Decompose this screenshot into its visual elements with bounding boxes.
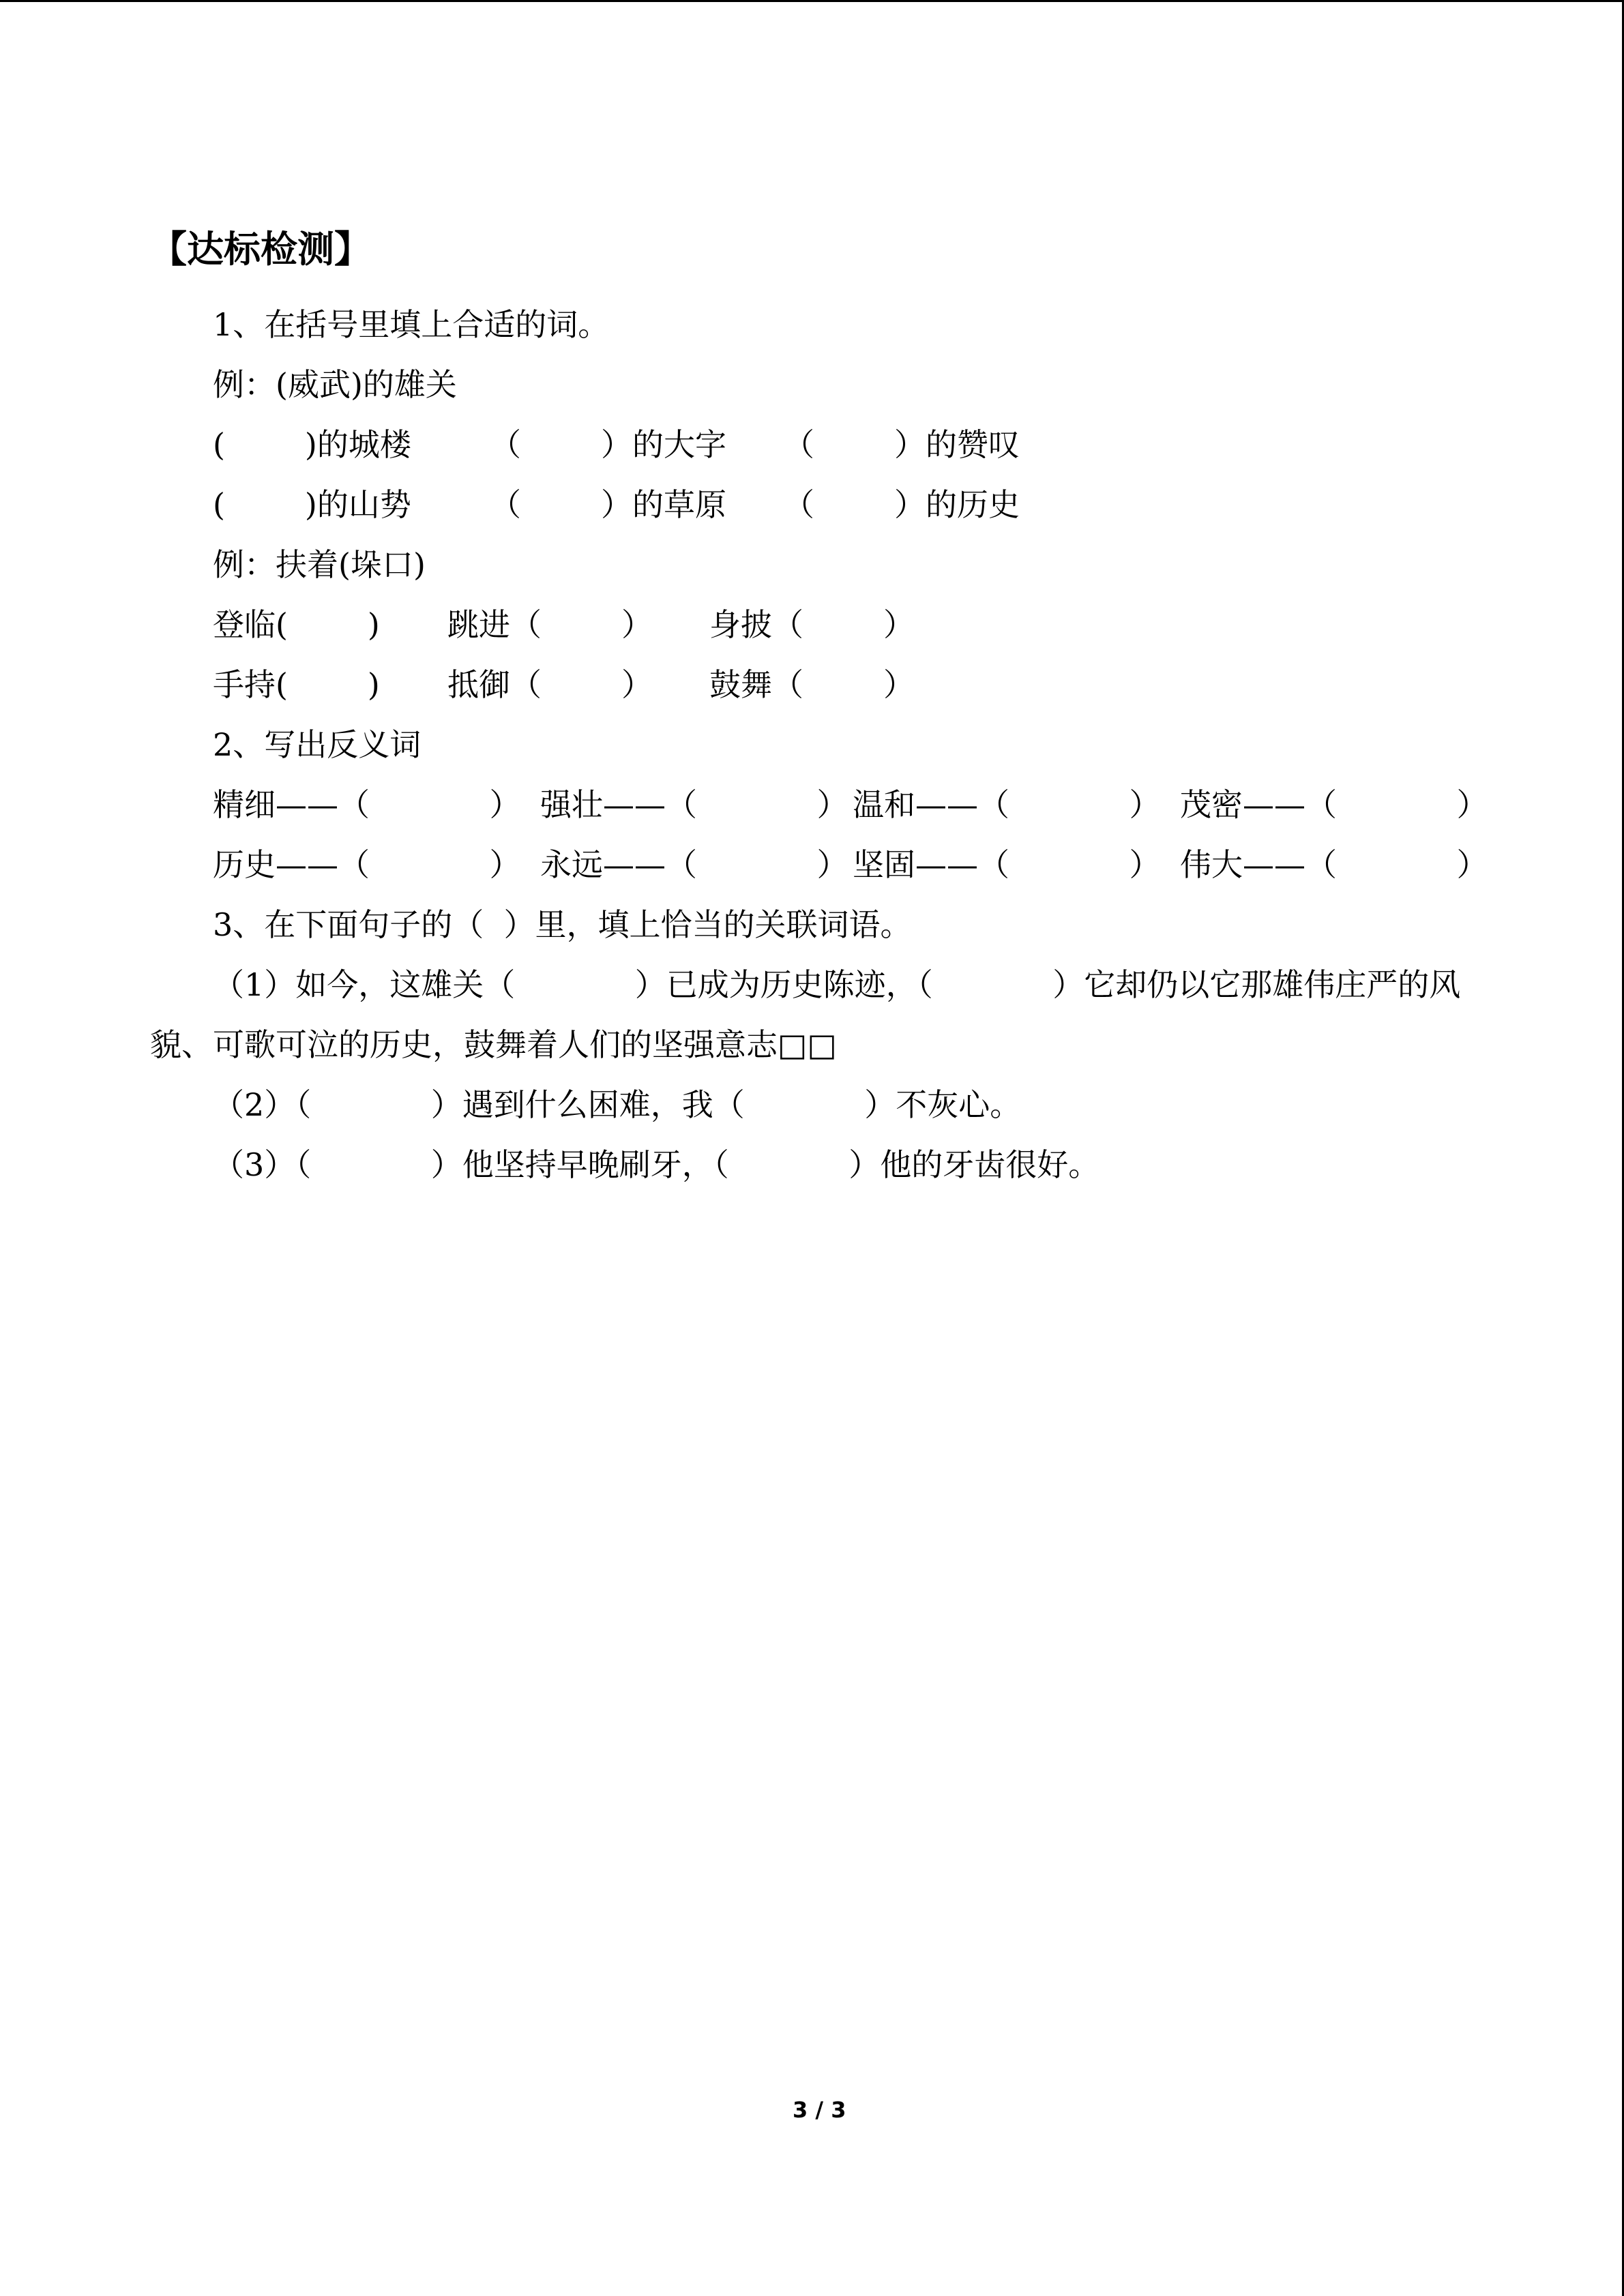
q2-row2-item-2: 永远——（ ） xyxy=(540,846,848,883)
q3-sentence-1-line-2: 貌、可歌可泣的历史，鼓舞着人们的坚强意志□□ xyxy=(150,1026,837,1063)
q1-row2-item-3: （ ）的历史 xyxy=(783,486,1020,523)
q1-example-1: 例：(威武)的雄关 xyxy=(213,366,457,403)
q2-row1-item-1: 精细——（ ） xyxy=(213,786,521,823)
q2-row2-item-4: 伟大——（ ） xyxy=(1180,846,1488,883)
q2-row1-item-2: 强壮——（ ） xyxy=(540,786,848,823)
q1-row4-item-3: 鼓舞（ ） xyxy=(709,666,915,703)
q1-row1-item-3: （ ）的赞叹 xyxy=(783,426,1020,463)
page-number: 3 / 3 xyxy=(793,2097,846,2123)
q1-row4-item-2: 抵御（ ） xyxy=(447,666,653,703)
q1-example-2: 例：扶着(垛口) xyxy=(213,546,426,583)
q1-row3-item-2: 跳进（ ） xyxy=(447,606,653,643)
q1-row3-item-1: 登临( ) xyxy=(213,606,380,643)
q2-row1-item-3: 温和——（ ） xyxy=(853,786,1161,823)
q3-sentence-2: （2）（ ）遇到什么困难，我（ ）不灰心。 xyxy=(213,1086,1022,1123)
q1-row2-item-1: ( )的山势 xyxy=(213,486,411,523)
q2-row2-item-1: 历史——（ ） xyxy=(213,846,521,883)
q1-row4-item-1: 手持( ) xyxy=(213,666,380,703)
q2-row2-item-3: 坚固——（ ） xyxy=(853,846,1161,883)
q1-row3-item-3: 身披（ ） xyxy=(709,606,915,643)
q1-row1-item-2: （ ）的大字 xyxy=(490,426,726,463)
q3-instruction: 3、在下面句子的（ ）里，填上恰当的关联词语。 xyxy=(213,906,912,943)
section-title: 【达标检测】 xyxy=(150,228,371,271)
q3-sentence-3: （3）（ ）他坚持早晚刷牙，（ ）他的牙齿很好。 xyxy=(213,1146,1100,1183)
q2-row1-item-4: 茂密——（ ） xyxy=(1180,786,1488,823)
q1-instruction: 1、在括号里填上合适的词。 xyxy=(213,306,610,343)
q1-row2-item-2: （ ）的草原 xyxy=(490,486,726,523)
q2-instruction: 2、写出反义词 xyxy=(213,726,422,763)
q1-row1-item-1: ( )的城楼 xyxy=(213,426,411,463)
q3-sentence-1-line-1: （1）如今，这雄关（ ）已成为历史陈迹，（ ）它却仍以它那雄伟庄严的风 xyxy=(213,966,1461,1003)
